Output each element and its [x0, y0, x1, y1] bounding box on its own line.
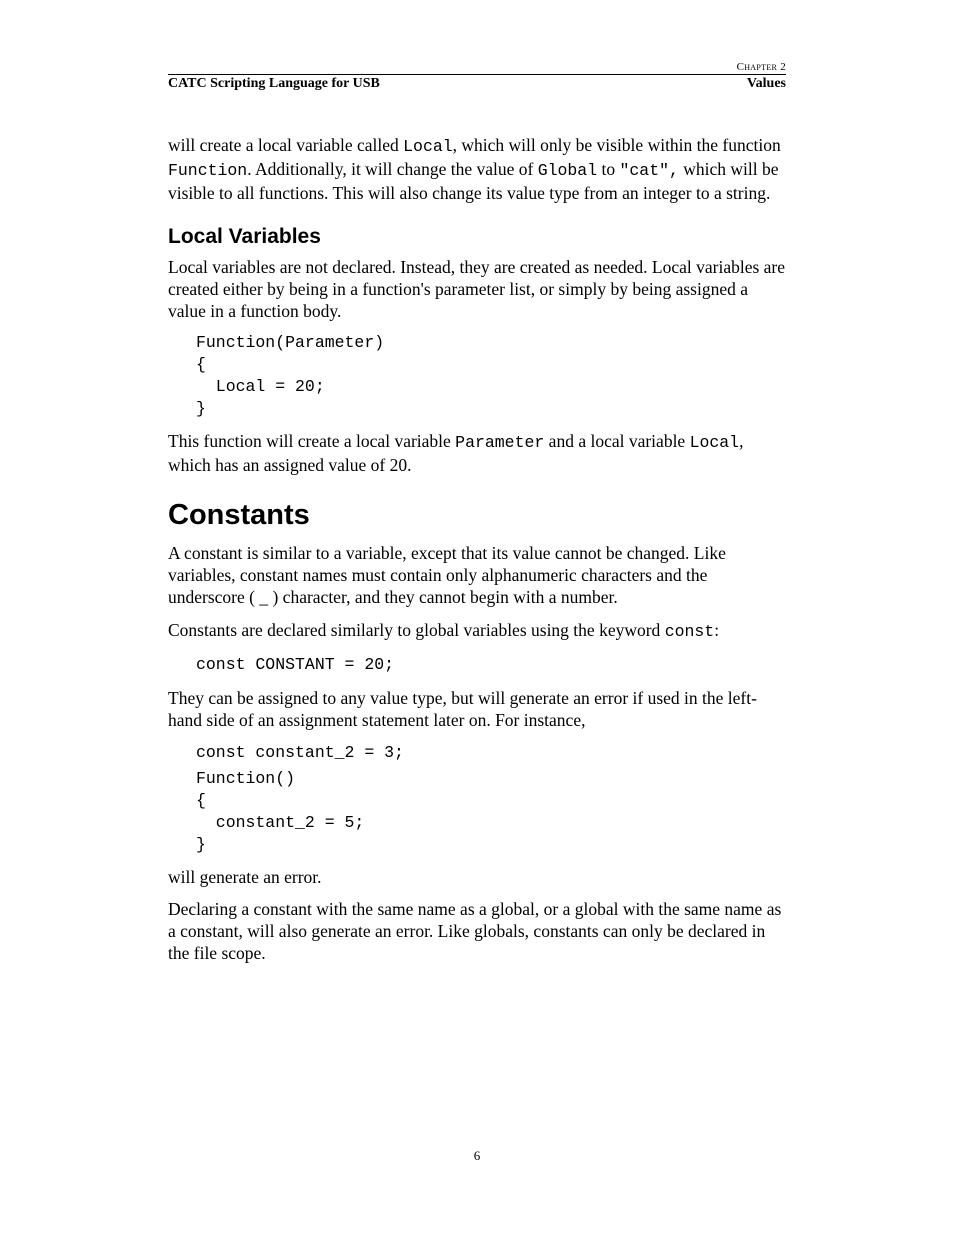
page-header	[168, 60, 786, 92]
book-title: CATC Scripting Language for USB	[168, 76, 380, 91]
constants-paragraph-3: They can be assigned to any value type, but will generate an error if used in the left-hand side of an assignment statement later on. For instance,	[168, 688, 757, 730]
local-variables-heading: Local Variables	[168, 225, 321, 248]
page-content	[168, 134, 788, 964]
constants-heading: Constants	[168, 499, 310, 531]
chapter-label: Chapter 2	[736, 61, 786, 73]
constants-paragraph-5: Declaring a constant with the same name as a global, or a global with the same name as a constant, will also generate an error. Like globals, constants can only be declared in the file scope.	[168, 899, 782, 963]
local-variables-paragraph: Local variables are not declared. Instead, they are created as needed. Local variables are created either by being in a function's parameter list, or simply by being assigned a value in a function body.	[168, 257, 786, 321]
intro-paragraph: will create a local variable called Local, which will only be visible within the function Function. Additionally, it will change the value of Global to "cat", which will be visible to all functions. This will also change its value type from an integer to a string.	[168, 135, 781, 203]
constants-code-2: const constant_2 = 3;	[196, 743, 404, 762]
section-title: Values	[746, 76, 786, 91]
local-variables-code: Function(Parameter) { Local = 20; }	[196, 333, 385, 418]
local-variables-explanation: This function will create a local variable Parameter and a local variable Local, which has an assigned value of 20.	[168, 431, 744, 475]
page-number: 6	[473, 1148, 481, 1163]
header-row	[168, 74, 786, 92]
constants-paragraph-1: A constant is similar to a variable, except that its value cannot be changed. Like variables, constant names must contain only alphanumeric characters and the underscore ( _ ) character, and they cannot begin with a number.	[168, 543, 726, 607]
constants-paragraph-2: Constants are declared similarly to global variables using the keyword const:	[168, 620, 720, 641]
constants-code-3: Function() { constant_2 = 5; }	[196, 769, 365, 854]
constants-code-1: const CONSTANT = 20;	[196, 655, 395, 674]
constants-paragraph-4: will generate an error.	[168, 867, 322, 887]
